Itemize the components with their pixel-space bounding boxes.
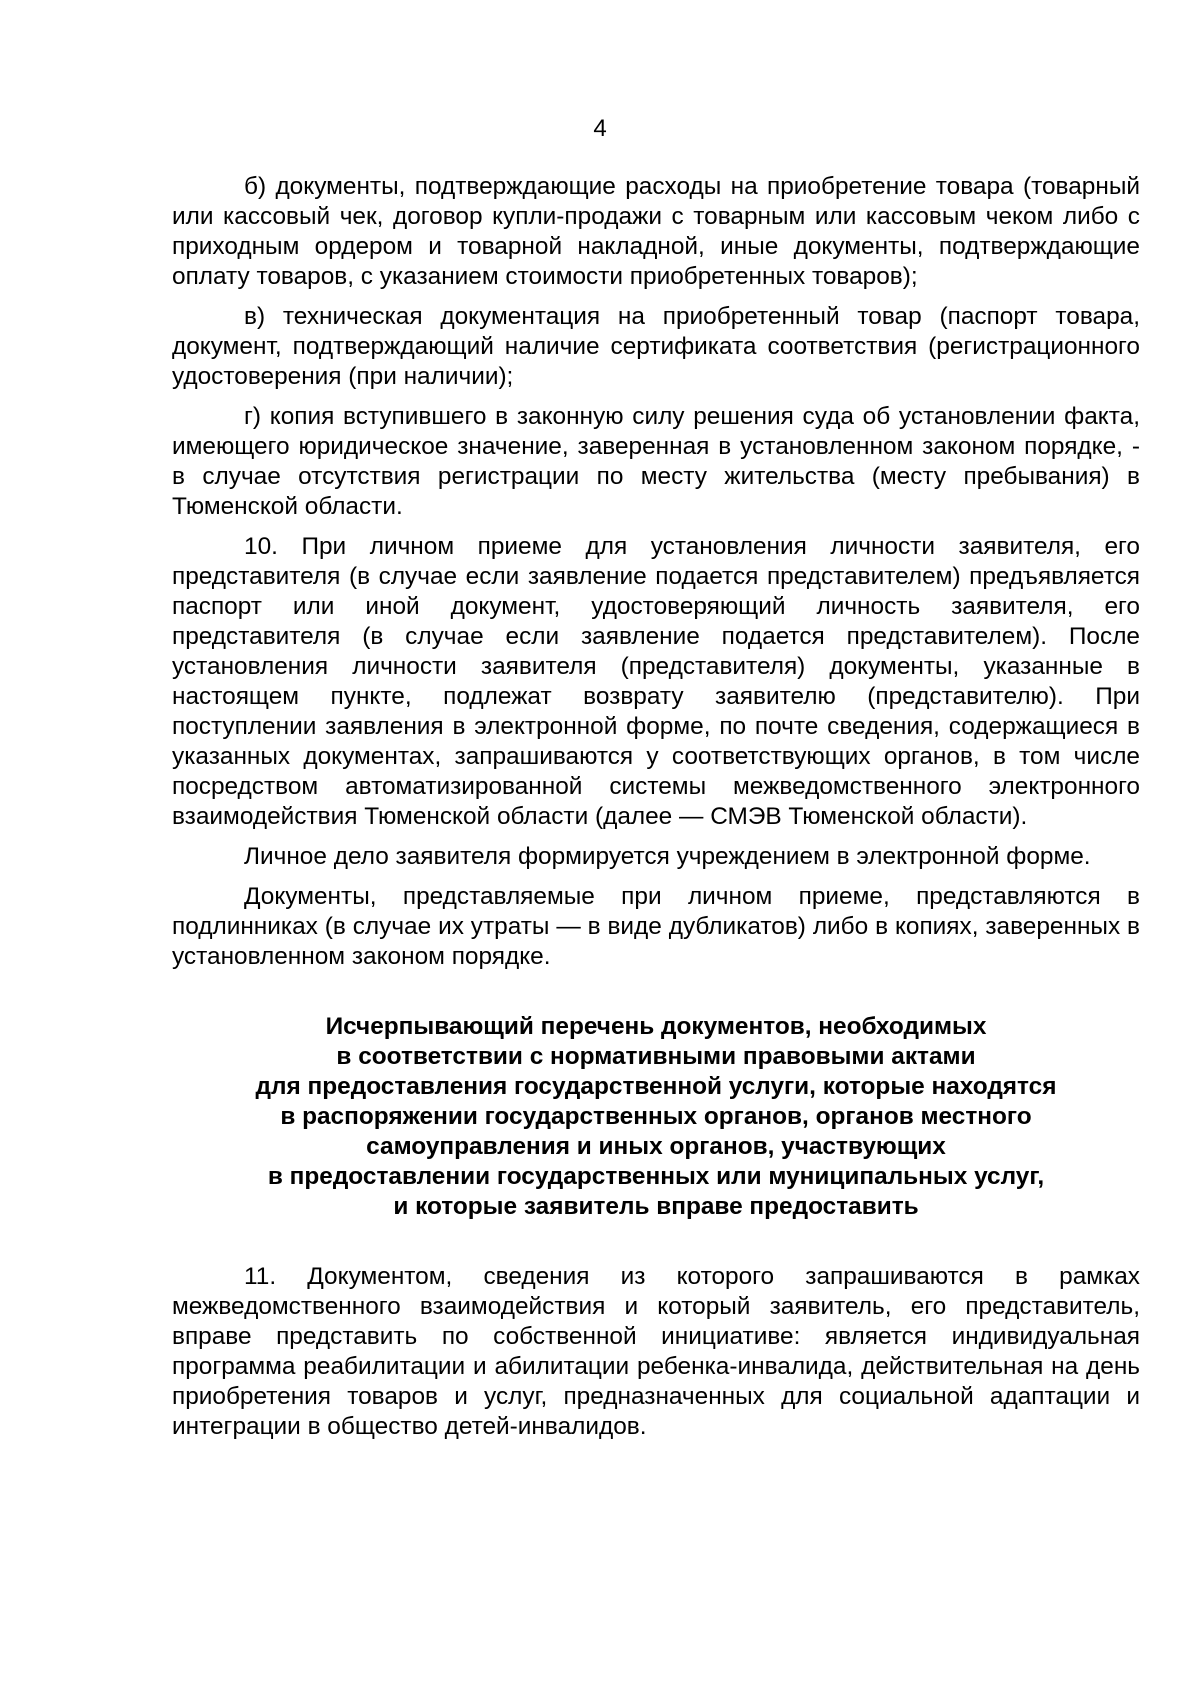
paragraph-personal-file: Личное дело заявителя формируется учреждением в электронной форме. xyxy=(244,843,1091,870)
section-heading-line: самоуправления и иных органов, участвующих xyxy=(366,1133,946,1160)
section-heading-line: для предоставления государственной услуги, которые находятся xyxy=(255,1073,1057,1100)
section-heading-line: в предоставлении государственных или муниципальных услуг, xyxy=(267,1163,1045,1190)
section-heading xyxy=(172,1012,1140,1222)
section-heading-line: и которые заявитель вправе предоставить xyxy=(393,1193,919,1220)
section-heading-line: Исчерпывающий перечень документов, необходимых xyxy=(325,1013,987,1040)
section-heading-line: в соответствии с нормативными правовыми актами xyxy=(336,1043,976,1070)
paragraph-item-v: в) техническая документация на приобретенный товар (паспорт товара, документ, подтверждающий наличие сертификата соответствия (регистрационного удостоверения (при наличии); xyxy=(172,303,1140,390)
page-number: 4 xyxy=(593,115,607,142)
document-body xyxy=(172,172,1140,1452)
section-heading-line: в распоряжении государственных органов, органов местного xyxy=(280,1103,1032,1130)
paragraph-documents-originals: Документы, представляемые при личном приеме, представляются в подлинниках (в случае их утраты — в виде дубликатов) либо в копиях, заверенных в установленном законом порядке. xyxy=(172,883,1140,970)
paragraph-clause-11: 11. Документом, сведения из которого запрашиваются в рамках межведомственного взаимодействия и который заявитель, его представитель, вправе представить по собственной инициативе: является индивидуальная программа реабилитации и абилитации ребенка-инвалида, действительная на день приобретения товаров и услуг, предназначенных для социальной адаптации и интеграции в общество детей-инвалидов. xyxy=(172,1263,1140,1440)
paragraph-clause-10: 10. При личном приеме для установления личности заявителя, его представителя (в случае если заявление подается представителем) предъявляется паспорт или иной документ, удостоверяющий личность заявителя, его представителя (в случае если заявление подается представителем). После установления личности заявителя (представителя) документы, указанные в настоящем пункте, подлежат возврату заявителю (представителю). При поступлении заявления в электронной форме, по почте сведения, содержащиеся в указанных документах, запрашиваются у соответствующих органов, в том числе посредством автоматизированной системы межведомственного электронного взаимодействия Тюменской области (далее — СМЭВ Тюменской области). xyxy=(172,533,1140,830)
paragraph-item-g: г) копия вступившего в законную силу решения суда об установлении факта, имеющего юридическое значение, заверенная в установленном законом порядке, - в случае отсутствия регистрации по месту жительства (месту пребывания) в Тюменской области. xyxy=(172,403,1140,520)
paragraph-item-b: б) документы, подтверждающие расходы на приобретение товара (товарный или кассовый чек, договор купли-продажи с товарным или кассовым чеком либо с приходным ордером и товарной накладной, иные документы, подтверждающие оплату товаров, с указанием стоимости приобретенных товаров); xyxy=(172,173,1140,290)
